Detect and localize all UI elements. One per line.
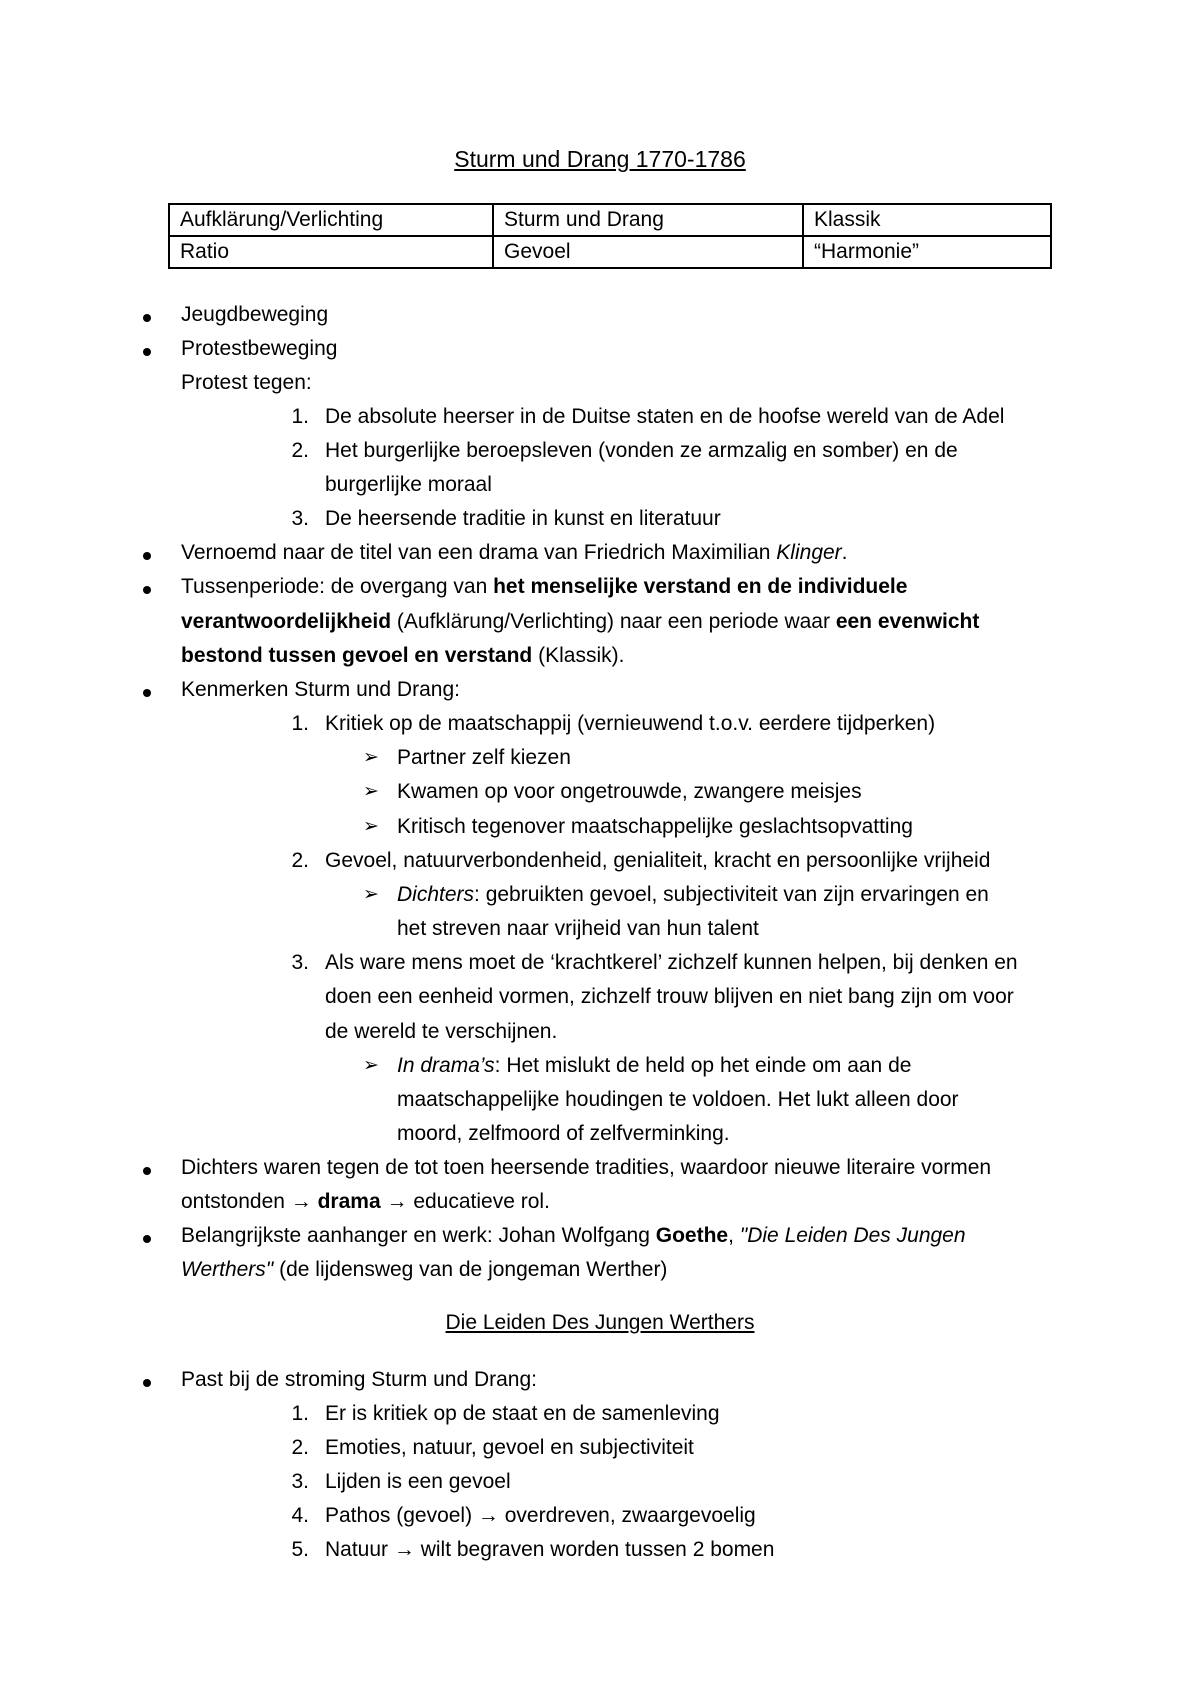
list-number: 1. (291, 1402, 309, 1425)
list-number: 5. (291, 1538, 309, 1561)
list-item: verantwoordelijkheid (Aufklärung/Verlichting) naar een periode waar een evenwicht (181, 610, 980, 633)
list-item: Dichters: gebruikten gevoel, subjectiviteit van zijn ervaringen en (397, 883, 989, 906)
list-number: 1. (291, 405, 309, 428)
list-item: Gevoel, natuurverbondenheid, genialiteit, kracht en persoonlijke vrijheid (325, 849, 991, 872)
list-item: Emoties, natuur, gevoel en subjectiviteit (325, 1436, 694, 1459)
list-item: de wereld te verschijnen. (325, 1020, 558, 1043)
list-item: De absolute heerser in de Duitse staten en de hoofse wereld van de Adel (325, 405, 1005, 428)
bullet-icon (143, 348, 151, 356)
list-item: doen een eenheid vormen, zichzelf trouw blijven en niet bang zijn om voor (325, 985, 1014, 1008)
list-item: Dichters waren tegen de tot toen heersende tradities, waardoor nieuwe literaire vormen (181, 1156, 992, 1179)
list-item: Lijden is een gevoel (325, 1470, 511, 1493)
list-number: 2. (291, 849, 309, 872)
list-item: Past bij de stroming Sturm und Drang: (181, 1368, 537, 1391)
list-item: Tussenperiode: de overgang van het menselijke verstand en de individuele (181, 575, 908, 598)
table-cell: Ratio (169, 236, 493, 268)
list-number: 4. (291, 1504, 309, 1527)
list-item: Protest tegen: (181, 371, 312, 394)
list-item: Kritisch tegenover maatschappelijke geslachtsopvatting (397, 815, 913, 838)
list-item: bestond tussen gevoel en verstand (Klassik). (181, 644, 625, 667)
bullet-icon (143, 1379, 151, 1387)
list-item: Kwamen op voor ongetrouwde, zwangere meisjes (397, 780, 862, 803)
list-item: Protestbeweging (181, 337, 338, 360)
list-number: 3. (291, 507, 309, 530)
list-number: 3. (291, 1470, 309, 1493)
list-item: Vernoemd naar de titel van een drama van Friedrich Maximilian Klinger. (181, 541, 848, 564)
list-item: burgerlijke moraal (325, 473, 492, 496)
list-item: ontstonden → drama → educatieve rol. (181, 1190, 550, 1213)
table-row (169, 236, 1051, 268)
table-cell: Sturm und Drang (493, 204, 803, 236)
list-item: Natuur → wilt begraven worden tussen 2 bomen (325, 1538, 775, 1561)
arrow-bullet-icon: ➢ (363, 816, 379, 837)
table-cell: Aufklärung/Verlichting (169, 204, 493, 236)
arrow-right-icon: → (386, 1190, 408, 1213)
bullet-icon (143, 586, 151, 594)
arrow-bullet-icon: ➢ (363, 781, 379, 802)
list-item: Werthers" (de lijdensweg van de jongeman Werther) (181, 1258, 668, 1281)
list-item: Partner zelf kiezen (397, 746, 571, 769)
list-item: Pathos (gevoel) → overdreven, zwaargevoelig (325, 1504, 756, 1527)
table-cell: Gevoel (493, 236, 803, 268)
bullet-icon (143, 689, 151, 697)
list-item: maatschappelijke houdingen te voldoen. Het lukt alleen door (397, 1088, 959, 1111)
list-item: Als ware mens moet de ‘krachtkerel’ zichzelf kunnen helpen, bij denken en (325, 951, 1018, 974)
table-row (169, 204, 1051, 236)
comparison-table (168, 203, 1052, 269)
list-number: 3. (291, 951, 309, 974)
list-item: Het burgerlijke beroepsleven (vonden ze armzalig en somber) en de (325, 439, 958, 462)
list-item: Kenmerken Sturm und Drang: (181, 678, 460, 701)
arrow-right-icon: → (477, 1504, 499, 1527)
bullet-icon (143, 1167, 151, 1175)
arrow-bullet-icon: ➢ (363, 1055, 379, 1076)
list-item: Kritiek op de maatschappij (vernieuwend t.o.v. eerdere tijdperken) (325, 712, 936, 735)
list-number: 2. (291, 1436, 309, 1459)
table-cell: “Harmonie” (803, 236, 1051, 268)
arrow-right-icon: → (290, 1190, 312, 1213)
table-cell: Klassik (803, 204, 1051, 236)
list-item: moord, zelfmoord of zelfverminking. (397, 1122, 730, 1145)
arrow-bullet-icon: ➢ (363, 747, 379, 768)
bullet-icon (143, 1235, 151, 1243)
list-item: Jeugdbeweging (181, 303, 329, 326)
arrow-bullet-icon: ➢ (363, 884, 379, 905)
list-item: Er is kritiek op de staat en de samenleving (325, 1402, 720, 1425)
page-title: Sturm und Drang 1770-1786 (454, 146, 746, 172)
arrow-right-icon: → (393, 1538, 415, 1561)
bullet-icon (143, 552, 151, 560)
section-title: Die Leiden Des Jungen Werthers (445, 1311, 755, 1334)
list-item: De heersende traditie in kunst en literatuur (325, 507, 721, 530)
list-item: In drama’s: Het mislukt de held op het einde om aan de (397, 1054, 912, 1077)
list-item: het streven naar vrijheid van hun talent (397, 917, 759, 940)
bullet-icon (143, 314, 151, 322)
list-number: 2. (291, 439, 309, 462)
list-item: Belangrijkste aanhanger en werk: Johan Wolfgang Goethe, "Die Leiden Des Jungen (181, 1224, 966, 1247)
list-number: 1. (291, 712, 309, 735)
